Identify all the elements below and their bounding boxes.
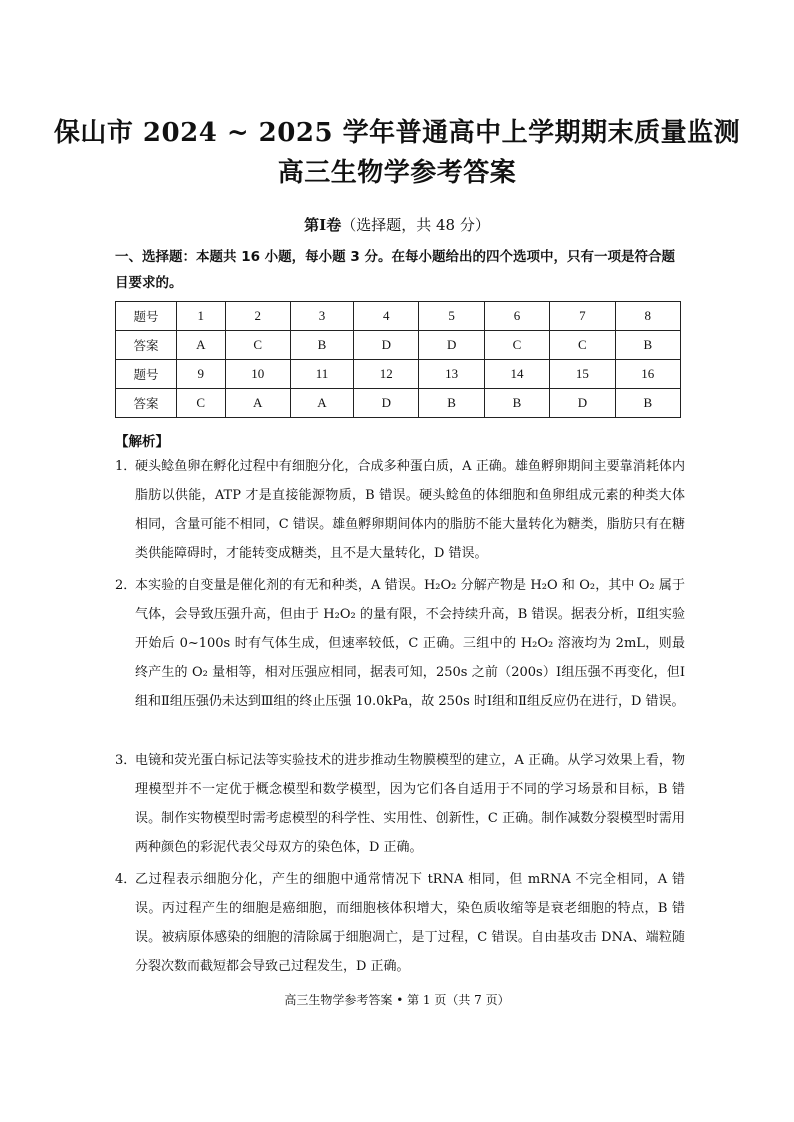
table-cell: C [177, 389, 226, 418]
item-number: 4． [115, 872, 137, 887]
row-header: 题号 [116, 302, 177, 331]
analysis-item-2 [115, 571, 685, 716]
table-cell: A [290, 389, 353, 418]
item-number: 1． [115, 459, 137, 474]
row-header: 答案 [116, 389, 177, 418]
table-cell: A [177, 331, 226, 360]
table-cell: 10 [225, 360, 290, 389]
table-cell: 11 [290, 360, 353, 389]
table-row [116, 389, 681, 418]
section-heading-label: 第Ⅰ卷 [304, 216, 342, 234]
table-cell: 4 [354, 302, 419, 331]
table-cell: D [419, 331, 484, 360]
document-subtitle: 高三生物学参考答案 [277, 158, 517, 188]
table-cell: 1 [177, 302, 226, 331]
table-cell: 13 [419, 360, 484, 389]
table-row [116, 360, 681, 389]
table-cell: A [225, 389, 290, 418]
question-instructions: 一、选择题：本题共 16 小题，每小题 3 分。在每小题给出的四个选项中，只有一项是符合题目要求的。 [115, 249, 675, 291]
section-heading [0, 214, 794, 235]
analysis-item-4 [115, 865, 685, 981]
table-cell: C [550, 331, 615, 360]
analysis-item-3 [115, 746, 685, 862]
table-cell: C [484, 331, 549, 360]
table-cell: 2 [225, 302, 290, 331]
table-cell: 15 [550, 360, 615, 389]
table-cell: B [290, 331, 353, 360]
table-row [116, 331, 681, 360]
row-header: 题号 [116, 360, 177, 389]
table-row [116, 302, 681, 331]
table-cell: 14 [484, 360, 549, 389]
table-cell: 7 [550, 302, 615, 331]
table-cell: 5 [419, 302, 484, 331]
table-cell: 8 [615, 302, 680, 331]
table-cell: D [354, 331, 419, 360]
document-title: 保山市 2024 ~ 2025 学年普通高中上学期期末质量监测 [53, 118, 741, 148]
section-heading-note: （选择题，共 48 分） [341, 216, 490, 234]
table-cell: B [615, 331, 680, 360]
item-number: 3． [115, 753, 137, 768]
table-cell: 9 [177, 360, 226, 389]
item-text: 硬头鲶鱼卵在孵化过程中有细胞分化，合成多种蛋白质，A 正确。雄鱼孵卵期间主要靠消耗体内脂肪以供能，ATP 才是直接能源物质，B 错误。硬头鲶鱼的体细胞和鱼卵组成元素的种类大体相同，含量可能不相同，C 错误。雄鱼孵卵期间体内的脂肪不能大量转化为糖类，脂肪只有在糖类供能障碍时，才能转变成糖类，且不是大量转化，D 错误。 [135, 459, 685, 561]
item-text: 电镜和荧光蛋白标记法等实验技术的进步推动生物膜模型的建立，A 正确。从学习效果上看，物理模型并不一定优于概念模型和数学模型，因为它们各自适用于不同的学习场景和目标，B 错误。制作实物模型时需考虑模型的科学性、实用性、创新性，C 正确。制作减数分裂模型时需用两种颜色的彩泥代表父母双方的染色体，D 正确。 [135, 753, 685, 855]
item-text: 本实验的自变量是催化剂的有无和种类，A 错误。H₂O₂ 分解产物是 H₂O 和 O₂，其中 O₂ 属于气体，会导致压强升高，但由于 H₂O₂ 的量有限，不会持续升高，B 错误。据表分析，Ⅱ组实验开始后 0~100s 时有气体生成，但速率较低，C 正确。三组中的 H₂O₂ 溶液均为 2mL，则最终产生的 O₂ 量相等，相对压强应相同，据表可知，250s 之前（200s）Ⅰ组压强不再变化，但Ⅰ组和Ⅱ组压强仍未达到Ⅲ组的终止压强 10.0kPa，故 250s 时Ⅰ组和Ⅱ组反应仍在进行，D 错误。 [135, 578, 685, 709]
table-cell: B [615, 389, 680, 418]
table-cell: 6 [484, 302, 549, 331]
table-cell: D [550, 389, 615, 418]
row-header: 答案 [116, 331, 177, 360]
item-number: 2． [115, 578, 137, 593]
item-text: 乙过程表示细胞分化，产生的细胞中通常情况下 tRNA 相同，但 mRNA 不完全相同，A 错误。丙过程产生的细胞是癌细胞，而细胞核体积增大，染色质收缩等是衰老细胞的特点，B 错误。被病原体感染的细胞的清除属于细胞凋亡，是丁过程，C 错误。自由基攻击 DNA、端粒随分裂次数而截短都会导致己过程发生，D 正确。 [135, 872, 685, 974]
table-cell: B [419, 389, 484, 418]
analysis-heading: 【解析】 [115, 434, 169, 450]
answer-table [115, 301, 681, 418]
page-footer: 高三生物学参考答案 • 第 1 页（共 7 页） [284, 993, 510, 1007]
table-cell: 16 [615, 360, 680, 389]
table-cell: 3 [290, 302, 353, 331]
table-cell: B [484, 389, 549, 418]
table-cell: 12 [354, 360, 419, 389]
analysis-item-1 [115, 452, 685, 568]
table-cell: C [225, 331, 290, 360]
table-cell: D [354, 389, 419, 418]
